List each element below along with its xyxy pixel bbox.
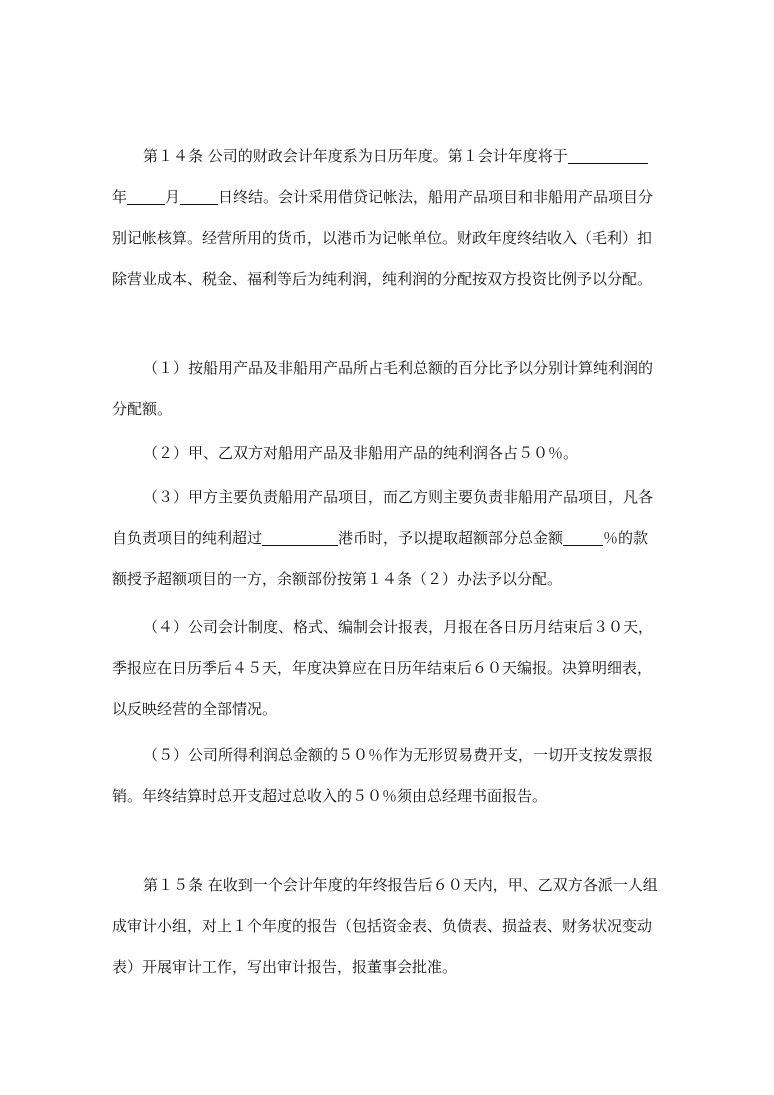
text-line: 别记帐核算。经营所用的货币，以港币为记帐单位。财政年度终结收入（毛利）扣	[112, 229, 653, 247]
text-run: 月	[165, 188, 181, 206]
text-line: 第１５条 在收到一个会计年度的年终报告后６０天内，甲、乙双方各派一人组	[143, 876, 658, 894]
text-line: 额授予超额项目的一方，余额部份按第１４条（２）办法予以分配。	[112, 570, 563, 588]
text-run: 港币时，予以提取超额部分总金额	[338, 529, 564, 547]
fill-blank	[563, 529, 603, 546]
fill-blank	[127, 188, 165, 205]
text-line: 销。年终结算时总开支超过总收入的５０％须由总经理书面报告。	[112, 787, 548, 805]
text-line: （３）甲方主要负责船用产品项目，而乙方则主要负责非船用产品项目，凡各	[143, 488, 654, 506]
text-line: （１）按船用产品及非船用产品所占毛利总额的百分比予以分别计算纯利润的	[143, 359, 654, 377]
fill-blank	[180, 188, 218, 205]
item-3	[112, 477, 664, 600]
text-line	[112, 136, 664, 177]
text-line	[112, 518, 664, 559]
text-line: （５）公司所得利润总金额的５０％作为无形贸易费开支，一切开支按发票报	[143, 746, 654, 764]
item-4	[112, 607, 664, 730]
text-run: 日终结。会计采用借贷记帐法，船用产品项目和非船用产品项目分	[218, 188, 654, 206]
text-line: （２）甲、乙双方对船用产品及非船用产品的纯利润各占５０％。	[143, 444, 579, 462]
text-line: 成审计小组，对上１个年度的报告（包括资金表、负债表、损益表、财务状况变动	[112, 917, 653, 935]
text-line	[112, 177, 664, 218]
text-line: 以反映经营的全部情况。	[112, 700, 278, 718]
text-line: 季报应在日历季后４５天，年度决算应在日历年结束后６０天编报。决算明细表，	[112, 659, 653, 677]
item-1	[112, 348, 664, 430]
article-15	[112, 865, 664, 988]
text-line: 分配额。	[112, 400, 173, 418]
text-run: 第１４条 公司的财政会计年度系为日历年度。第１会计年度将于	[143, 147, 568, 165]
text-line: （４）公司会计制度、格式、编制会计报表，月报在各日历月结束后３０天，	[143, 618, 654, 636]
text-line: 表）开展审计工作，写出审计报告，报董事会批准。	[112, 958, 458, 976]
fill-blank	[262, 529, 338, 546]
text-run: 自负责项目的纯利超过	[112, 529, 263, 547]
text-line: 除营业成本、税金、福利等后为纯利润，纯利润的分配按双方投资比例予以分配。	[112, 270, 653, 288]
item-5	[112, 735, 664, 817]
fill-blank	[568, 147, 648, 164]
article-14	[112, 136, 664, 300]
text-run: ％的款	[603, 529, 649, 547]
item-2	[112, 433, 664, 474]
text-run: 年	[112, 188, 128, 206]
